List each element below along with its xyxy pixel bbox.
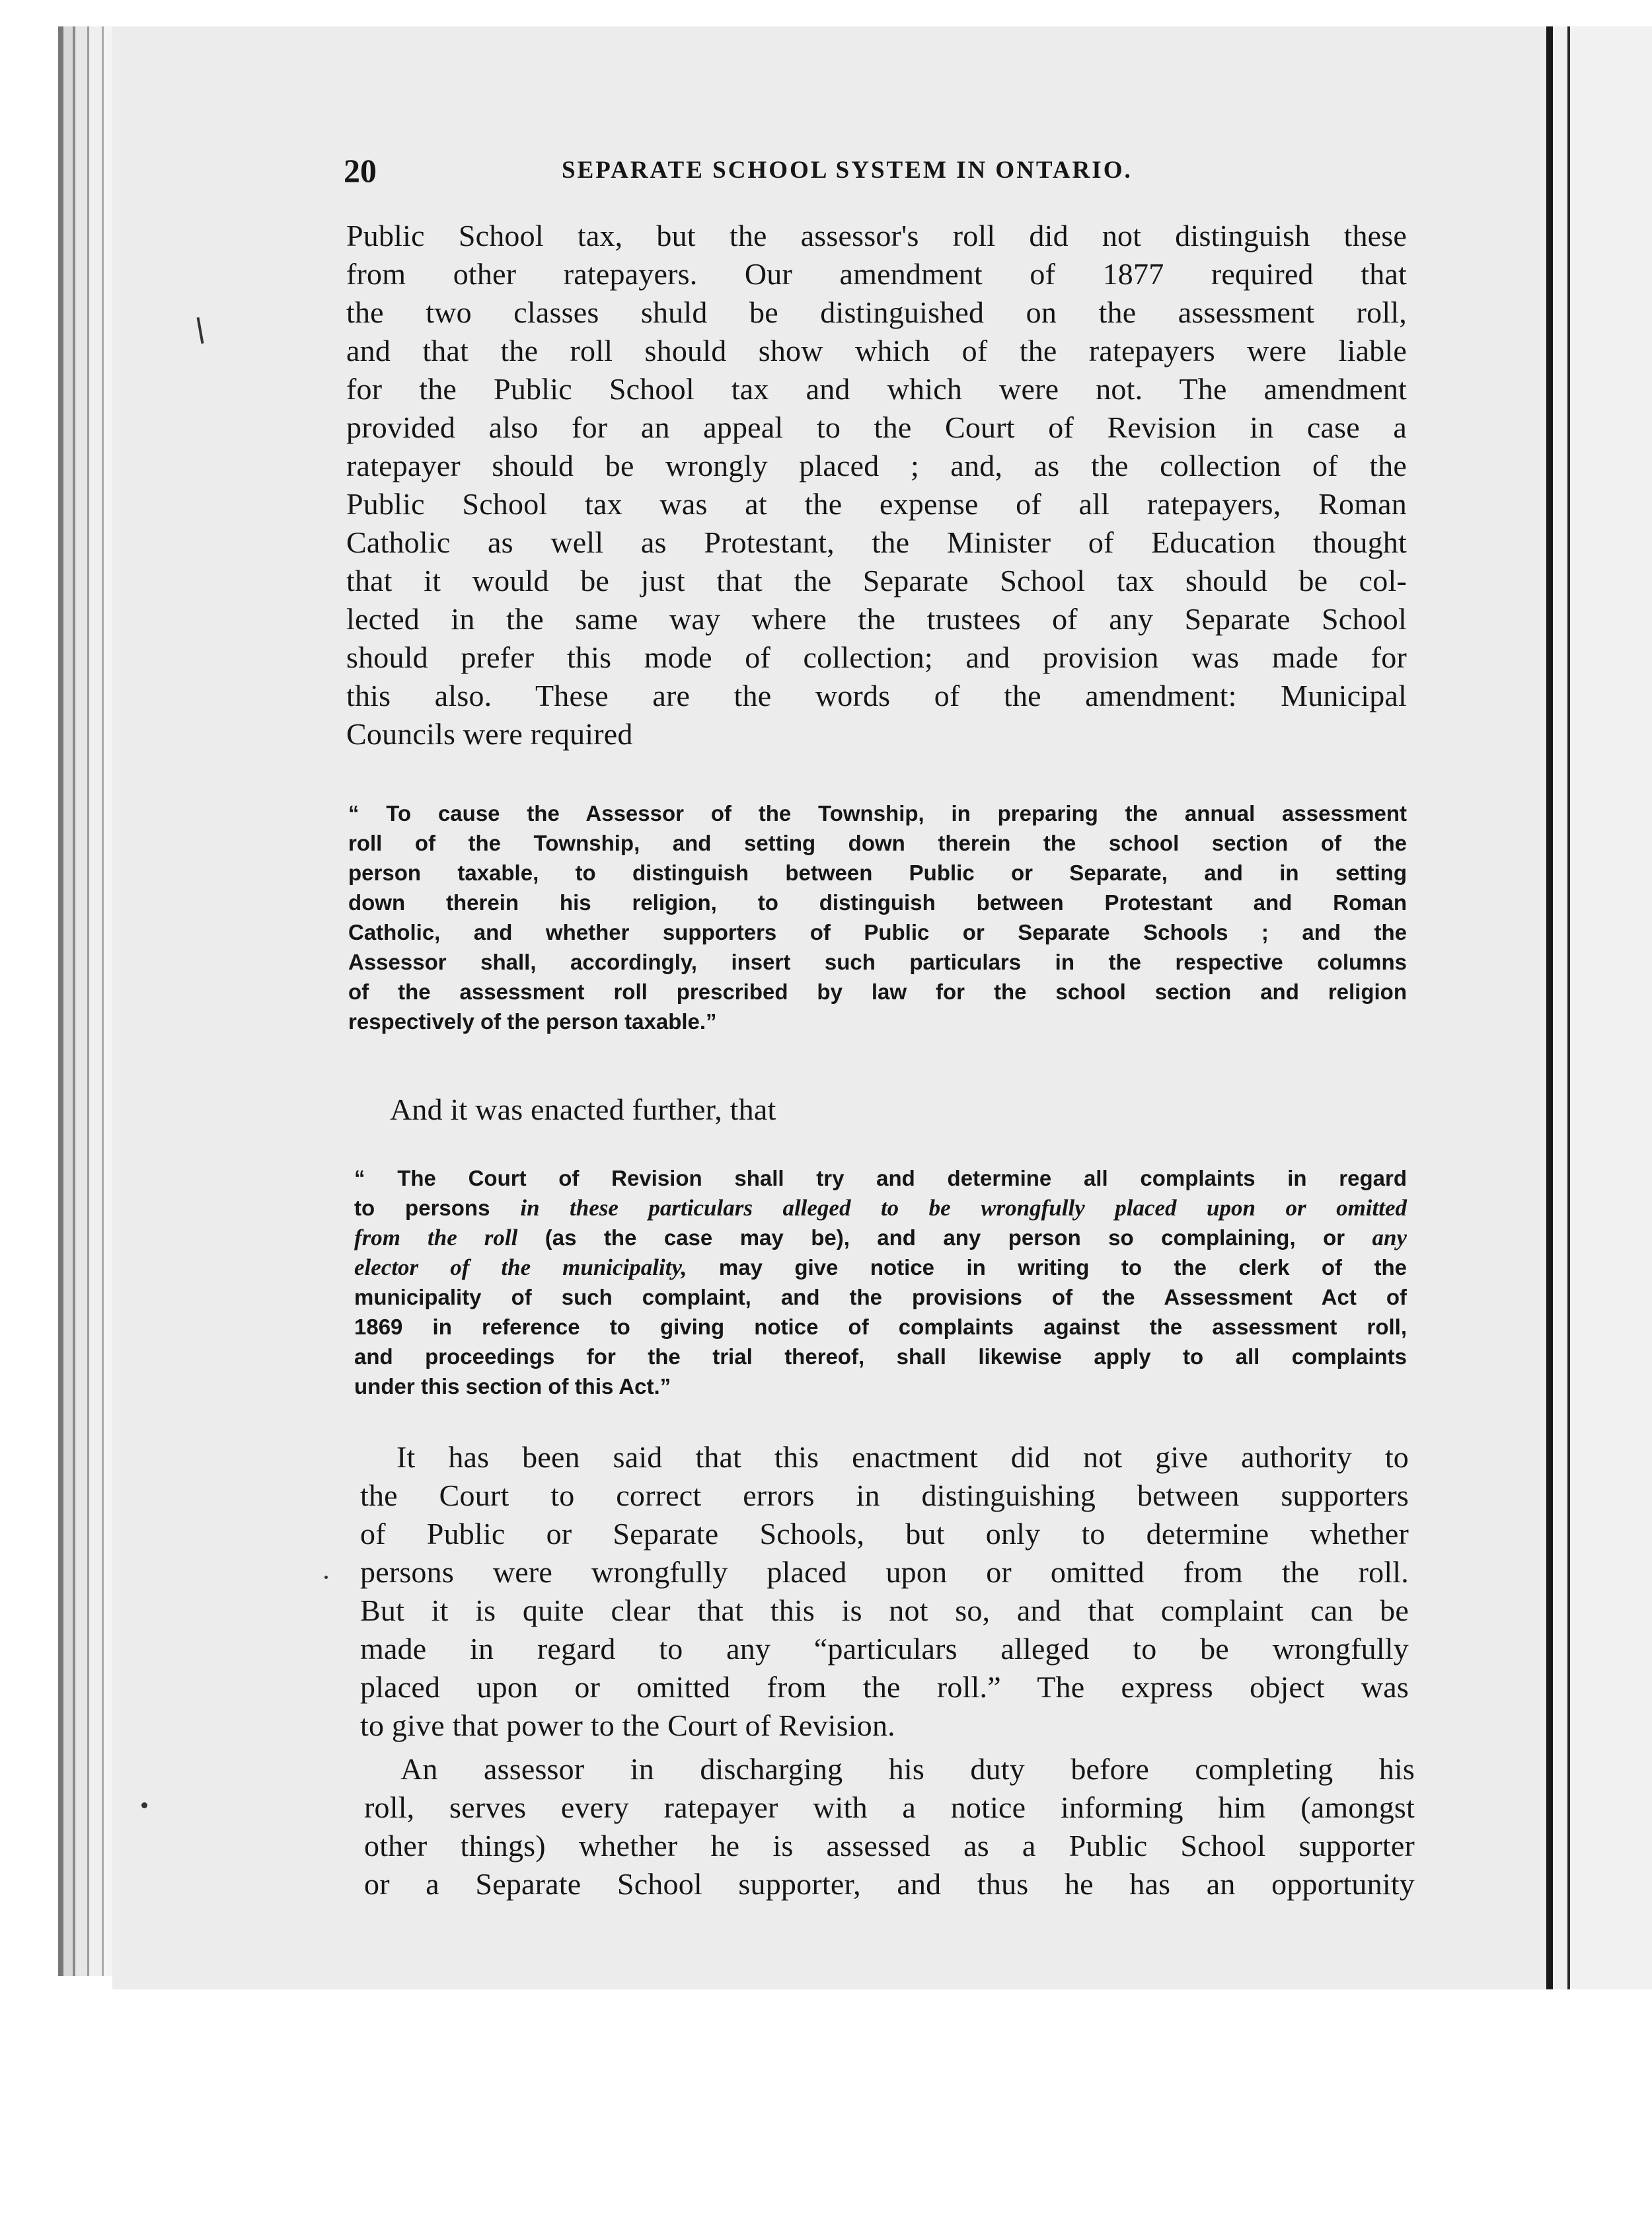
scan-speck bbox=[324, 1576, 328, 1579]
quote-line: Catholic, and whether supporters of Public or Separate Schools ; and the bbox=[348, 920, 1407, 944]
quote-line: Assessor shall, accordingly, insert such particulars in the respective columns bbox=[348, 950, 1407, 974]
text-line: An assessor in discharging his duty before completing his bbox=[400, 1752, 1415, 1786]
text-line: Catholic as well as Protestant, the Minister of Education thought bbox=[346, 525, 1407, 559]
text-line: other things) whether he is assessed as a Public School supporter bbox=[364, 1829, 1415, 1862]
text-line: lected in the same way where the trustees of any Separate School bbox=[346, 602, 1407, 636]
quote-line: person taxable, to distinguish between Public or Separate, and in setting bbox=[348, 861, 1407, 885]
adjacent-page-edge bbox=[1567, 26, 1570, 1989]
text-line: that it would be just that the Separate School tax should be col- bbox=[346, 564, 1407, 597]
text-line: and that the roll should show which of the ratepayers were liable bbox=[346, 334, 1407, 367]
page-header bbox=[344, 151, 1427, 190]
text-line: persons were wrongfully placed upon or omitted from the roll. bbox=[360, 1555, 1409, 1589]
quote-line: from the roll (as the case may be), and any person so complaining, or any bbox=[354, 1225, 1408, 1250]
quote-line: elector of the municipality, may give notice in writing to the clerk of the bbox=[354, 1254, 1407, 1280]
text-line: placed upon or omitted from the roll.” The express object was bbox=[360, 1670, 1409, 1704]
quote-line: municipality of such complaint, and the provisions of the Assessment Act of bbox=[354, 1285, 1407, 1309]
quote-line: to persons in these particulars alleged to be wrongfully placed upon or omitted bbox=[354, 1195, 1407, 1221]
quote-line: roll of the Township, and setting down therein the school section of the bbox=[348, 831, 1407, 855]
text-line: Councils were required bbox=[346, 717, 633, 751]
text-line: the two classes shuld be distinguished on the assessment roll, bbox=[346, 295, 1407, 329]
text-line: Public School tax, but the assessor's roll did not distinguish these bbox=[346, 219, 1407, 252]
quote-line: under this section of this Act.” bbox=[354, 1374, 671, 1399]
text-line: the Court to correct errors in distinguishing between supporters bbox=[360, 1478, 1409, 1512]
text-line: provided also for an appeal to the Court of Revision in case a bbox=[346, 410, 1407, 444]
quote-line: down therein his religion, to distinguish between Protestant and Roman bbox=[348, 890, 1407, 915]
quote-line: 1869 in reference to giving notice of complaints against the assessment roll, bbox=[354, 1315, 1407, 1339]
text-line: But it is quite clear that this is not so, and that complaint can be bbox=[360, 1593, 1409, 1627]
text-line: this also. These are the words of the amendment: Municipal bbox=[346, 679, 1407, 712]
quote-line: “ To cause the Assessor of the Township, in preparing the annual assessment bbox=[348, 801, 1407, 825]
text-line: It has been said that this enactment did not give authority to bbox=[396, 1440, 1409, 1474]
text-line: from other ratepayers. Our amendment of 1877 required that bbox=[346, 257, 1407, 291]
page-gutter-line bbox=[1546, 26, 1553, 1989]
quote-line: of the assessment roll prescribed by law for the school section and religion bbox=[348, 979, 1407, 1004]
text-line: to give that power to the Court of Revision. bbox=[360, 1708, 895, 1742]
quote-line: respectively of the person taxable.” bbox=[348, 1009, 717, 1034]
text-line: should prefer this mode of collection; and provision was made for bbox=[346, 640, 1407, 674]
scan-speck bbox=[141, 1802, 147, 1808]
text-line: roll, serves every ratepayer with a notice informing him (amongst bbox=[364, 1790, 1415, 1824]
adjacent-page-strip bbox=[1554, 26, 1652, 1989]
scan-background bbox=[0, 1989, 1652, 2226]
quote-line: “ The Court of Revision shall try and determine all complaints in regard bbox=[354, 1166, 1407, 1190]
quote-line: and proceedings for the trial thereof, shall likewise apply to all complaints bbox=[354, 1344, 1407, 1369]
text-line: of Public or Separate Schools, but only to determine whether bbox=[360, 1517, 1409, 1551]
text-line: made in regard to any “particulars alleged to be wrongfully bbox=[360, 1632, 1409, 1666]
book-page-edges bbox=[58, 26, 118, 1976]
text-line: And it was enacted further, that bbox=[390, 1093, 776, 1126]
text-line: or a Separate School supporter, and thus he has an opportunity bbox=[364, 1867, 1415, 1901]
text-line: ratepayer should be wrongly placed ; and, as the collection of the bbox=[346, 449, 1407, 482]
page-number: 20 bbox=[344, 152, 377, 189]
text-line: for the Public School tax and which were not. The amendment bbox=[346, 372, 1407, 406]
text-line: Public School tax was at the expense of all ratepayers, Roman bbox=[346, 487, 1407, 521]
running-title: SEPARATE SCHOOL SYSTEM IN ONTARIO. bbox=[562, 157, 1133, 184]
